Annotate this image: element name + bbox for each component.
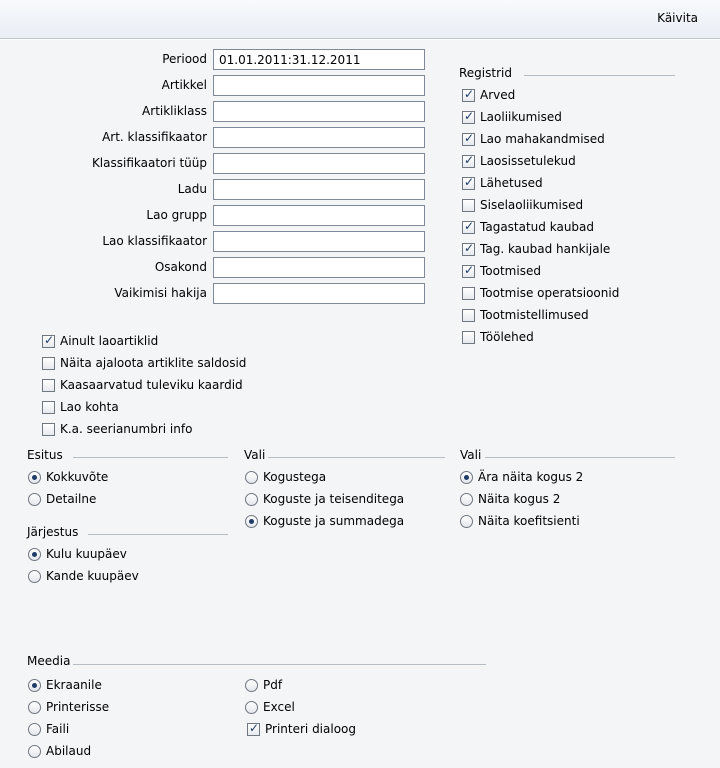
lao-grupp-input[interactable]: [213, 205, 425, 226]
registrid-divider: [524, 75, 675, 76]
radio-label: Printerisse: [46, 700, 110, 714]
radio[interactable]: [245, 701, 258, 714]
register-item[interactable]: [462, 217, 594, 237]
checkbox[interactable]: [42, 401, 55, 414]
checkbox[interactable]: [42, 379, 55, 392]
option-ainult-laoartiklid[interactable]: [42, 331, 158, 351]
register-label: Tootmise operatsioonid: [480, 286, 620, 300]
register-label: Laoliikumised: [480, 110, 562, 124]
register-label: Tag. kaubad hankijale: [480, 242, 611, 256]
checkbox[interactable]: [462, 287, 475, 300]
register-label: Arved: [480, 88, 516, 102]
toolbar: [0, 0, 720, 39]
checkbox[interactable]: [42, 423, 55, 436]
vali-option[interactable]: [245, 511, 404, 531]
art-klassifikaator-input[interactable]: [213, 127, 425, 148]
meedia-heading: Meedia: [27, 654, 71, 668]
checkbox[interactable]: [42, 357, 55, 370]
checkbox[interactable]: [462, 243, 475, 256]
radio-label: Kogustega: [263, 470, 327, 484]
periood-input[interactable]: [213, 49, 425, 70]
option-label: Näita ajaloota artiklite saldosid: [60, 356, 247, 370]
radio-label: Faili: [46, 722, 70, 736]
radio[interactable]: [460, 493, 473, 506]
option-label: Lao kohta: [60, 400, 119, 414]
register-label: Laosissetulekud: [480, 154, 576, 168]
radio-label: Näita kogus 2: [478, 492, 561, 506]
run-button[interactable]: Käivita: [657, 11, 698, 25]
radio[interactable]: [28, 723, 41, 736]
register-item[interactable]: [462, 173, 543, 193]
option-tuleviku-kaardid[interactable]: [42, 375, 243, 395]
register-item[interactable]: [462, 327, 534, 347]
register-label: Töölehed: [480, 330, 534, 344]
lao-klassifikaator-input[interactable]: [213, 231, 425, 252]
jarjestus-heading: Järjestus: [27, 525, 79, 539]
option-label: Kaasaarvatud tuleviku kaardid: [60, 378, 243, 392]
radio[interactable]: [460, 515, 473, 528]
register-item[interactable]: [462, 305, 589, 325]
register-label: Lao mahakandmised: [480, 132, 605, 146]
meedia-divider: [73, 664, 486, 665]
register-item[interactable]: [462, 85, 515, 105]
field-label-vaikimisi-hakija: Vaikimisi hakija: [114, 286, 207, 300]
option-naita-ajaloota[interactable]: [42, 353, 246, 373]
vali-option[interactable]: [245, 467, 326, 487]
radio[interactable]: [28, 679, 41, 692]
checkbox[interactable]: [462, 155, 475, 168]
radio-label: Koguste ja summadega: [263, 514, 405, 528]
jarjestus-divider: [88, 534, 228, 535]
meedia-option-ekraanile[interactable]: [28, 675, 102, 695]
field-label-periood: Periood: [162, 52, 207, 66]
esitus-divider: [73, 457, 228, 458]
radio-label: Kande kuupäev: [46, 569, 139, 583]
radio-label: Ekraanile: [46, 678, 102, 692]
meedia-option-printerisse[interactable]: [28, 697, 109, 717]
checkbox[interactable]: [462, 133, 475, 146]
report-spec-form: [0, 40, 720, 768]
field-label-lao-klassifikaator: Lao klassifikaator: [102, 234, 207, 248]
radio-label: Pdf: [263, 678, 283, 692]
vali-2-option[interactable]: [460, 467, 583, 487]
vali-2-option[interactable]: [460, 511, 580, 531]
field-label-artikliklass: Artikliklass: [142, 104, 207, 118]
printer-dialog-checkbox[interactable]: [247, 719, 356, 739]
esitus-option[interactable]: [28, 467, 108, 487]
radio[interactable]: [245, 679, 258, 692]
artikliklass-input[interactable]: [213, 101, 425, 122]
registrid-heading: Registrid: [459, 66, 512, 80]
vaikimisi-hakija-input[interactable]: [213, 283, 425, 304]
jarjestus-option[interactable]: [28, 566, 139, 586]
radio[interactable]: [245, 493, 258, 506]
checkbox[interactable]: [462, 265, 475, 278]
field-label-lao-grupp: Lao grupp: [146, 208, 207, 222]
vali-heading: Vali: [244, 448, 266, 462]
checkbox[interactable]: [247, 723, 260, 736]
radio-label: Näita koefitsienti: [478, 514, 580, 528]
radio-label: Kulu kuupäev: [46, 547, 127, 561]
radio[interactable]: [28, 701, 41, 714]
field-label-ladu: Ladu: [177, 182, 207, 196]
register-item[interactable]: [462, 195, 583, 215]
checkbox[interactable]: [462, 199, 475, 212]
option-label: K.a. seerianumbri info: [60, 422, 193, 436]
jarjestus-option[interactable]: [28, 544, 127, 564]
meedia-option-pdf[interactable]: [245, 675, 282, 695]
vali-2-divider: [485, 457, 675, 458]
radio[interactable]: [28, 745, 41, 758]
vali-divider: [268, 457, 445, 458]
radio[interactable]: [245, 471, 258, 484]
esitus-option[interactable]: [28, 489, 96, 509]
vali-option[interactable]: [245, 489, 404, 509]
radio-label: Excel: [263, 700, 295, 714]
option-seerianumbri-info[interactable]: [42, 419, 192, 439]
radio[interactable]: [28, 493, 41, 506]
checkbox[interactable]: [462, 89, 475, 102]
radio[interactable]: [28, 471, 41, 484]
field-label-art-klassifikaator: Art. klassifikaator: [102, 130, 207, 144]
register-label: Siselaoliikumised: [480, 198, 584, 212]
register-label: Tagastatud kaubad: [480, 220, 595, 234]
register-item[interactable]: [462, 239, 610, 259]
radio-label: Koguste ja teisenditega: [263, 492, 405, 506]
checkbox[interactable]: [462, 177, 475, 190]
osakond-input[interactable]: [213, 257, 425, 278]
vali-2-option[interactable]: [460, 489, 560, 509]
register-item[interactable]: [462, 283, 619, 303]
register-label: Tootmistellimused: [480, 308, 589, 322]
checkbox-label: Printeri dialoog: [265, 722, 357, 736]
radio[interactable]: [245, 515, 258, 528]
option-lao-kohta[interactable]: [42, 397, 119, 417]
register-item[interactable]: [462, 151, 576, 171]
meedia-option-abilaud[interactable]: [28, 741, 91, 761]
checkbox[interactable]: [462, 111, 475, 124]
esitus-heading: Esitus: [27, 448, 63, 462]
register-item[interactable]: [462, 129, 605, 149]
meedia-option-excel[interactable]: [245, 697, 295, 717]
option-label: Ainult laoartiklid: [60, 334, 159, 348]
checkbox[interactable]: [462, 331, 475, 344]
radio-label: Ära näita kogus 2: [478, 470, 584, 484]
checkbox[interactable]: [42, 335, 55, 348]
field-label-osakond: Osakond: [154, 260, 207, 274]
artikkel-input[interactable]: [213, 75, 425, 96]
field-label-artikkel: Artikkel: [161, 78, 207, 92]
radio[interactable]: [28, 548, 41, 561]
vali-2-heading: Vali: [460, 448, 482, 462]
register-label: Tootmised: [480, 264, 541, 278]
radio[interactable]: [28, 570, 41, 583]
ladu-input[interactable]: [213, 179, 425, 200]
register-item[interactable]: [462, 107, 562, 127]
field-label-klassifikaatori-tyyp: Klassifikaatori tüüp: [91, 156, 207, 170]
checkbox[interactable]: [462, 309, 475, 322]
radio-label: Kokkuvõte: [46, 470, 109, 484]
register-item[interactable]: [462, 261, 541, 281]
meedia-option-faili[interactable]: [28, 719, 69, 739]
klassifikaatori-tyyp-input[interactable]: [213, 153, 425, 174]
radio-label: Abilaud: [46, 744, 92, 758]
radio[interactable]: [460, 471, 473, 484]
radio-label: Detailne: [46, 492, 97, 506]
checkbox[interactable]: [462, 221, 475, 234]
register-label: Lähetused: [480, 176, 543, 190]
